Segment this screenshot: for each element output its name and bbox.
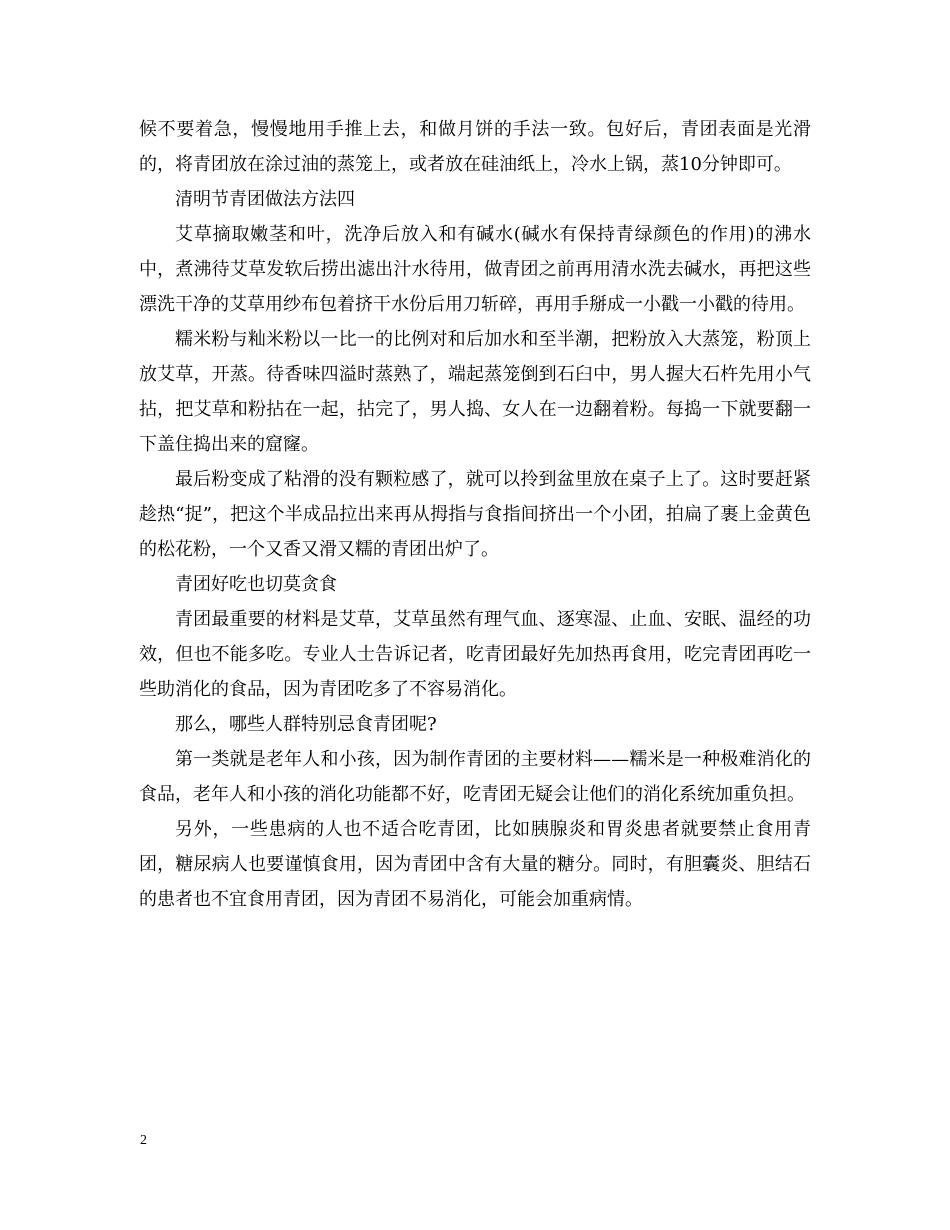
paragraph: 青团最重要的材料是艾草，艾草虽然有理气血、逐寒湿、止血、安眠、温经的功效，但也不能多吃。专业人士告诉记者，吃青团最好先加热再食用，吃完青团再吃一些助消化的食品，因为青团吃多了不容易消化。 bbox=[139, 609, 811, 700]
paragraph: 糯米粉与籼米粉以一比一的比例对和后加水和至半潮，把粉放入大蒸笼，粉顶上放艾草，开蒸。待香味四溢时蒸熟了，端起蒸笼倒到石臼中，男人握大石杵先用小气拈，把艾草和粉拈在一起，拈完了，男人捣、女人在一边翻着粉。每捣一下就要翻一下盖住捣出来的窟窿。 bbox=[139, 329, 811, 455]
paragraph: 最后粉变成了粘滑的没有颗粒感了，就可以拎到盆里放在桌子上了。这时要赶紧趁热“捉”，把这个半成品拉出来再从拇指与食指间挤出一个小团，拍扁了裹上金黄色的松花粉，一个又香又滑又糯的青团出炉了。 bbox=[139, 469, 811, 560]
page-number: 2 bbox=[140, 1133, 147, 1148]
section-heading-eat-moderately: 青团好吃也切莫贪食 bbox=[175, 574, 337, 595]
paragraph: 另外，一些患病的人也不适合吃青团，比如胰腺炎和胃炎患者就要禁止食用青团，糖尿病人也要谨慎食用，因为青团中含有大量的糖分。同时，有胆囊炎、胆结石的患者也不宜食用青团，因为青团不易消化，可能会加重病情。 bbox=[139, 819, 811, 910]
section-heading-method-four: 清明节青团做法方法四 bbox=[175, 189, 355, 210]
paragraph-continued: 候不要着急，慢慢地用手推上去，和做月饼的手法一致。包好后，青团表面是光滑的，将青团放在涂过油的蒸笼上，或者放在硅油纸上，冷水上锅，蒸10分钟即可。 bbox=[139, 119, 811, 175]
document-body bbox=[139, 112, 811, 917]
paragraph: 艾草摘取嫩茎和叶，洗净后放入和有碱水(碱水有保持青绿颜色的作用)的沸水中，煮沸待艾草发软后捞出滤出汁水待用，做青团之前再用清水洗去碱水，再把这些漂洗干净的艾草用纱布包着挤干水份后用刀斩碎，再用手掰成一小戳一小戳的待用。 bbox=[139, 224, 811, 315]
paragraph: 第一类就是老年人和小孩，因为制作青团的主要材料——糯米是一种极难消化的食品，老年人和小孩的消化功能都不好，吃青团无疑会让他们的消化系统加重负担。 bbox=[139, 749, 811, 805]
paragraph-question: 那么，哪些人群特别忌食青团呢? bbox=[175, 714, 437, 735]
